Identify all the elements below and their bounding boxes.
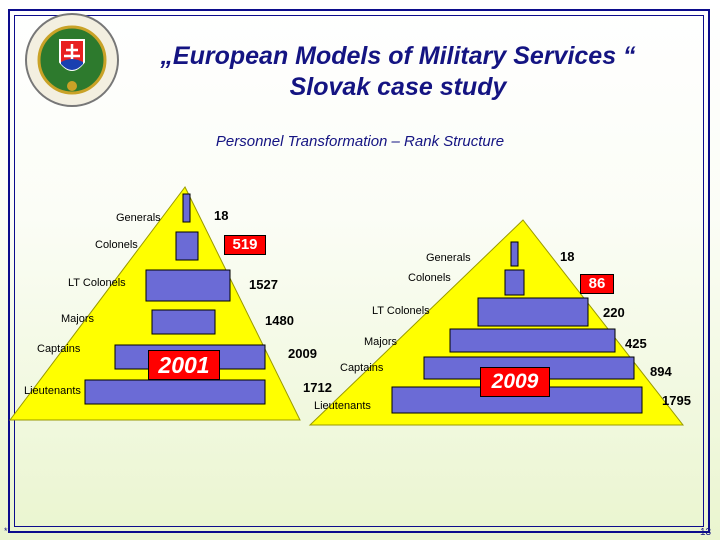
rank-2009-generals: Generals <box>426 252 471 264</box>
slide-subtitle: Personnel Transformation – Rank Structure <box>215 133 505 150</box>
bar-2001-colonels <box>176 232 198 260</box>
rank-2001-generals: Generals <box>116 212 161 224</box>
count-2001-majors: 1480 <box>265 313 294 328</box>
count-2001-lieutenants: 1712 <box>303 380 332 395</box>
bar-2001-generals <box>183 194 190 222</box>
count-2009-lieutenants: 1795 <box>662 393 691 408</box>
rank-2001-colonels: Colonels <box>95 239 138 251</box>
rank-2001-lt-colonels: LT Colonels <box>68 277 126 289</box>
count-2009-colonels: 86 <box>580 274 614 294</box>
bar-2001-lieutenants <box>85 380 265 404</box>
bar-2001-majors <box>152 310 215 334</box>
count-2009-generals: 18 <box>560 249 575 264</box>
bar-2001-lt-colonels <box>146 270 230 301</box>
count-2009-majors: 425 <box>625 336 647 351</box>
rank-2009-colonels: Colonels <box>408 272 451 284</box>
rank-2001-captains: Captains <box>37 343 81 355</box>
count-2009-captains: 894 <box>650 364 672 379</box>
year-badge-2009: 2009 <box>480 367 550 397</box>
page-number: 13 <box>700 527 712 538</box>
rank-2009-captains: Captains <box>340 362 384 374</box>
slide-title-line1: „European Models of Military Services “ <box>160 42 636 70</box>
bar-2009-colonels <box>505 270 524 295</box>
year-badge-2001: 2001 <box>148 350 220 380</box>
bar-2009-generals <box>511 242 518 266</box>
rank-2001-lieutenants: Lieutenants <box>24 385 81 397</box>
bar-2009-majors <box>450 329 615 352</box>
count-2001-lt-colonels: 1527 <box>249 277 278 292</box>
count-2001-captains: 2009 <box>288 346 317 361</box>
count-2009-lt-colonels: 220 <box>603 305 625 320</box>
rank-2009-lt-colonels: LT Colonels <box>372 305 430 317</box>
rank-2009-lieutenants: Lieutenants <box>314 400 371 412</box>
count-2001-colonels: 519 <box>224 235 266 255</box>
corner-mark: * <box>4 526 8 536</box>
rank-2001-majors: Majors <box>61 313 95 325</box>
count-2001-generals: 18 <box>214 208 229 223</box>
slide-title-line2: Slovak case study <box>289 73 507 101</box>
bar-2009-lt-colonels <box>478 298 588 326</box>
rank-2009-majors: Majors <box>364 336 398 348</box>
